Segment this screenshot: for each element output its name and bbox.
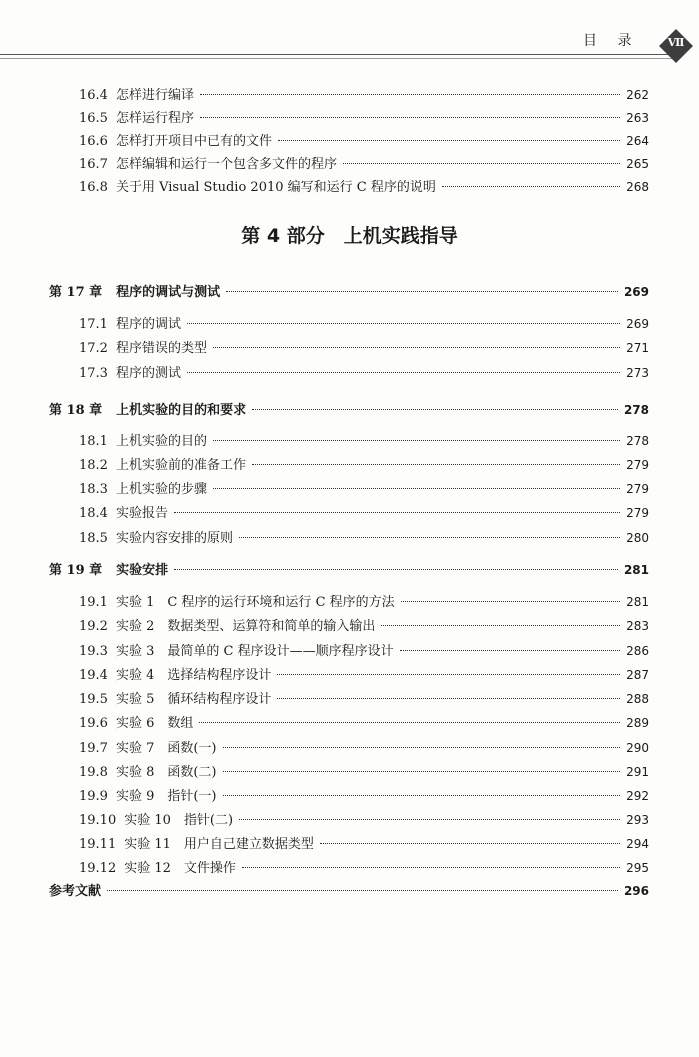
section-entry[interactable] xyxy=(79,761,649,781)
section-title: 实验 5 循环结构程序设计 xyxy=(115,692,272,707)
dot-leader xyxy=(277,674,620,675)
section-number: 19.7 xyxy=(79,741,108,756)
section-number: 19.8 xyxy=(79,765,108,780)
chapter-number: 第 18 章 xyxy=(49,403,103,418)
section-entry[interactable] xyxy=(79,478,649,498)
section-number: 18.1 xyxy=(79,434,108,449)
references-title: 参考文献 xyxy=(49,884,102,899)
part-title: 第 4 部分 上机实践指导 xyxy=(241,225,458,247)
section-title: 怎样编辑和运行一个包含多文件的程序 xyxy=(115,157,337,172)
section-entry[interactable] xyxy=(79,107,649,127)
section-title: 实验 2 数据类型、运算符和简单的输入输出 xyxy=(115,619,376,634)
page-number: 263 xyxy=(626,111,649,125)
section-entry[interactable] xyxy=(79,153,649,173)
section-entry[interactable] xyxy=(79,84,649,104)
section-entry[interactable] xyxy=(79,337,649,357)
section-entry[interactable] xyxy=(79,502,649,522)
section-entry[interactable] xyxy=(79,430,649,450)
section-entry[interactable] xyxy=(79,664,649,684)
section-title: 关于用 Visual Studio 2010 编写和运行 C 程序的说明 xyxy=(115,180,436,195)
page-number: 271 xyxy=(626,341,649,355)
section-title: 上机实验的步骤 xyxy=(115,482,207,497)
page-number: 279 xyxy=(626,458,649,472)
header-title: 目 录 xyxy=(583,33,640,49)
page-number: 296 xyxy=(623,884,649,898)
section-title: 实验 9 指针(一) xyxy=(115,789,217,804)
section-entry[interactable] xyxy=(79,527,649,547)
section-number: 17.2 xyxy=(79,341,108,356)
section-number: 19.4 xyxy=(79,668,108,683)
section-entry[interactable] xyxy=(79,688,649,708)
dot-leader xyxy=(226,291,618,292)
section-title: 实验 7 函数(一) xyxy=(115,741,217,756)
page-number: 279 xyxy=(626,506,649,520)
section-title: 实验 11 用户自己建立数据类型 xyxy=(124,837,314,852)
page-number: 294 xyxy=(626,837,649,851)
page-number: 289 xyxy=(626,716,649,730)
section-title: 程序错误的类型 xyxy=(115,341,207,356)
chapter-title: 实验安排 xyxy=(116,563,169,578)
section-title: 实验内容安排的原则 xyxy=(115,531,233,546)
page-number: 283 xyxy=(626,619,649,633)
section-title: 实验 4 选择结构程序设计 xyxy=(115,668,272,683)
section-number: 16.4 xyxy=(79,88,108,103)
section-number: 19.10 xyxy=(79,813,117,828)
dot-leader xyxy=(239,537,620,538)
section-entry[interactable] xyxy=(79,176,649,196)
section-number: 18.2 xyxy=(79,458,108,473)
section-number: 17.1 xyxy=(79,317,108,332)
page-number: 281 xyxy=(626,595,649,609)
section-title: 程序的测试 xyxy=(115,366,181,381)
dot-leader xyxy=(320,843,620,844)
dot-leader xyxy=(187,372,620,373)
section-title: 程序的调试 xyxy=(115,317,181,332)
section-title: 怎样打开项目中已有的文件 xyxy=(115,134,272,149)
header-rule-secondary xyxy=(0,58,676,59)
page-number: 287 xyxy=(626,668,649,682)
chapter-entry[interactable] xyxy=(49,399,649,419)
section-entry[interactable] xyxy=(79,809,649,829)
dot-leader xyxy=(200,117,620,118)
dot-leader xyxy=(174,512,620,513)
section-title: 怎样进行编译 xyxy=(115,88,194,103)
section-number: 16.8 xyxy=(79,180,108,195)
dot-leader xyxy=(401,601,620,602)
chapter-entry[interactable] xyxy=(49,281,649,301)
section-number: 18.3 xyxy=(79,482,108,497)
section-number: 19.2 xyxy=(79,619,108,634)
dot-leader xyxy=(400,650,621,651)
page-number: 278 xyxy=(626,434,649,448)
section-title: 实验 12 文件操作 xyxy=(124,861,236,876)
dot-leader xyxy=(442,186,620,187)
section-title: 实验 1 C 程序的运行环境和运行 C 程序的方法 xyxy=(115,595,395,610)
page-number: 273 xyxy=(626,366,649,380)
section-number: 18.4 xyxy=(79,506,108,521)
references-entry[interactable] xyxy=(49,880,649,900)
dot-leader xyxy=(187,323,620,324)
chapter-number: 第 19 章 xyxy=(49,563,103,578)
section-entry[interactable] xyxy=(79,591,649,611)
section-number: 19.1 xyxy=(79,595,108,610)
dot-leader xyxy=(239,819,620,820)
dot-leader xyxy=(223,771,621,772)
section-title: 上机实验前的准备工作 xyxy=(115,458,246,473)
chapter-title: 程序的调试与测试 xyxy=(116,285,221,300)
section-title: 实验 10 指针(二) xyxy=(124,813,234,828)
page-number: 295 xyxy=(626,861,649,875)
page-number: 281 xyxy=(623,563,649,577)
section-number: 18.5 xyxy=(79,531,108,546)
dot-leader xyxy=(223,747,621,748)
section-entry[interactable] xyxy=(79,615,649,635)
chapter-number: 第 17 章 xyxy=(49,285,103,300)
page-number: 291 xyxy=(626,765,649,779)
section-entry[interactable] xyxy=(79,130,649,150)
page-number: 269 xyxy=(626,317,649,331)
page-number: 288 xyxy=(626,692,649,706)
section-title: 实验 3 最简单的 C 程序设计——顺序程序设计 xyxy=(115,644,394,659)
dot-leader xyxy=(199,722,620,723)
dot-leader xyxy=(107,890,618,891)
section-entry[interactable] xyxy=(79,454,649,474)
section-entry[interactable] xyxy=(79,362,649,382)
dot-leader xyxy=(343,163,620,164)
page-number: 265 xyxy=(626,157,649,171)
chapter-entry[interactable] xyxy=(49,559,649,579)
dot-leader xyxy=(252,409,618,410)
page-number: 269 xyxy=(623,285,649,299)
page-number: 268 xyxy=(626,180,649,194)
dot-leader xyxy=(223,795,621,796)
dot-leader xyxy=(200,94,620,95)
section-number: 19.5 xyxy=(79,692,108,707)
header-rule xyxy=(0,54,676,55)
section-number: 16.5 xyxy=(79,111,108,126)
dot-leader xyxy=(213,488,620,489)
section-title: 实验报告 xyxy=(115,506,168,521)
chapter-title: 上机实验的目的和要求 xyxy=(116,403,247,418)
section-entry[interactable] xyxy=(79,857,649,877)
dot-leader xyxy=(242,867,620,868)
section-title: 上机实验的目的 xyxy=(115,434,207,449)
page-number: 279 xyxy=(626,482,649,496)
section-number: 19.9 xyxy=(79,789,108,804)
section-entry[interactable] xyxy=(79,737,649,757)
section-number: 17.3 xyxy=(79,366,108,381)
page-number: 293 xyxy=(626,813,649,827)
page-number: 292 xyxy=(626,789,649,803)
dot-leader xyxy=(252,464,620,465)
section-entry[interactable] xyxy=(79,785,649,805)
section-number: 16.6 xyxy=(79,134,108,149)
dot-leader xyxy=(213,347,620,348)
section-number: 19.11 xyxy=(79,837,117,852)
page-header xyxy=(0,0,699,70)
page-number: 264 xyxy=(626,134,649,148)
dot-leader xyxy=(174,569,618,570)
section-title: 实验 8 函数(二) xyxy=(115,765,217,780)
section-number: 19.12 xyxy=(79,861,117,876)
section-entry[interactable] xyxy=(79,712,649,732)
section-entry[interactable] xyxy=(79,833,649,853)
page-number: 278 xyxy=(623,403,649,417)
dot-leader xyxy=(278,140,620,141)
page-number: 262 xyxy=(626,88,649,102)
section-number: 16.7 xyxy=(79,157,108,172)
section-number: 19.6 xyxy=(79,716,108,731)
dot-leader xyxy=(277,698,620,699)
page-number: 290 xyxy=(626,741,649,755)
section-entry[interactable] xyxy=(79,313,649,333)
page-number: 286 xyxy=(626,644,649,658)
section-entry[interactable] xyxy=(79,640,649,660)
section-title: 实验 6 数组 xyxy=(115,716,194,731)
dot-leader xyxy=(381,625,620,626)
page-number: 280 xyxy=(626,531,649,545)
dot-leader xyxy=(213,440,620,441)
section-title: 怎样运行程序 xyxy=(115,111,194,126)
page-number-roman: Ⅶ xyxy=(667,36,685,49)
section-number: 19.3 xyxy=(79,644,108,659)
